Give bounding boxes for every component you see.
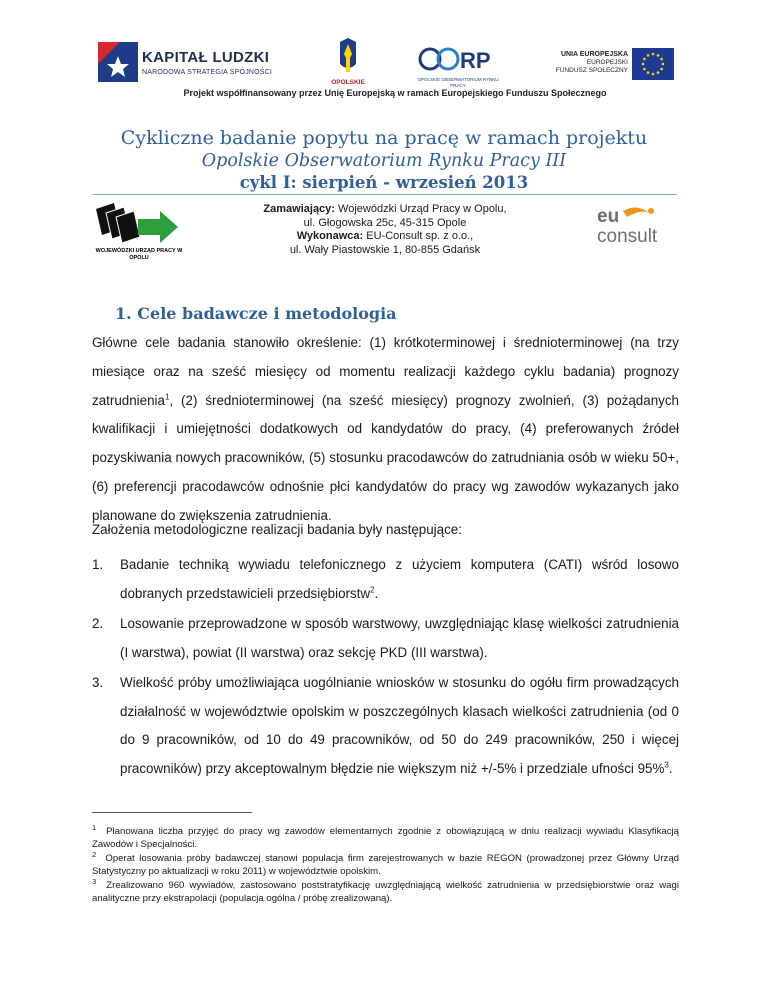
- section-heading: 1. Cele badawcze i metodologia: [115, 304, 397, 323]
- cofinancing-ribbon: Projekt współfinansowany przez Unię Europejską w ramach Europejskiego Funduszu Społecznego: [183, 88, 607, 98]
- orp-logo-icon: [418, 42, 498, 76]
- footnote-ref-1: 1: [164, 392, 170, 402]
- eu-consult-top-text: eu: [597, 206, 620, 227]
- footnote-ref-3: 3: [664, 760, 669, 770]
- intro-text-a: Główne cele badania stanowiło określenie: (1) krótkoterminowej i średnioterminowej (na trzy miesiące oraz na sześć miesięcy od momentu realizacji każdego cyklu badania) prognozy zatrudnienia: [92, 335, 679, 408]
- eu-flag-icon: [632, 48, 674, 80]
- list-item-number: 2.: [92, 616, 104, 631]
- eu-consult-logo-icon: [597, 205, 679, 245]
- ordering-address: ul. Głogowska 25c, 45-315 Opole: [303, 216, 467, 229]
- contractor-address: ul. Wały Piastowskie 1, 80-855 Gdańsk: [289, 243, 481, 256]
- eu-label-line1: UNIA EUROPEJSKA: [560, 51, 628, 58]
- footnote-number: 3: [92, 876, 97, 886]
- contractor-line: [190, 230, 580, 244]
- footnote-divider: [92, 812, 252, 813]
- intro-paragraph: [92, 329, 679, 531]
- document-cycle: cykl I: sierpień - wrzesień 2013: [239, 173, 529, 192]
- methodology-lead: Założenia metodologiczne realizacji badania były następujące:: [92, 522, 462, 537]
- list-item: [92, 610, 679, 667]
- svg-text:RP: RP: [460, 48, 491, 73]
- ordering-name: Wojewódzki Urząd Pracy w Opolu,: [338, 203, 507, 215]
- footnote: [92, 822, 679, 851]
- footnote-text: Zrealizowano 960 wywiadów, zastosowano poststratyfikację uwzględniającą wielkość zatrudnienia w przedsiębiorstwie oraz wagi analityczne przy ekstrapolacji (populacja ogólna / próbę zrealizowaną).: [92, 880, 679, 904]
- intro-text-b: , (2) średnioterminowej (na sześć miesięcy) prognozy zwolnień, (3) pożądanych kwalifikacji i umiejętności dodatkowych od kandydatów do pracy, (4) preferowanych źródeł pozyskiwania nowych pracowników, (5) stosunku pracodawców do zatrudniania osób w wieku 50+, (6) preferencji pracodawców odnośnie płci kandydatów do pracy wg zawodów wykazanych jako planowane do zwiększenia zatrudnienia.: [92, 392, 679, 523]
- list-item-text: Losowanie przeprowadzone w sposób warstwowy, uwzględniając klasę wielkości zatrudnienia (I warstwa), powiat (II warstwa) oraz sekcję PKD (III warstwa).: [120, 616, 679, 660]
- list-item-number: 3.: [92, 675, 104, 690]
- orp-subtitle: OPOLSKIE OBSERWATORIUM RYNKU PRACY: [417, 77, 499, 88]
- list-item: [92, 551, 679, 608]
- contractor-name: EU-Consult sp. z o.o.,: [366, 230, 474, 242]
- footnote-number: 1: [92, 822, 97, 832]
- opolskie-label: OPOLSKIE: [331, 79, 365, 86]
- list-item-tail: .: [668, 760, 673, 776]
- list-item-text: Badanie techniką wywiadu telefonicznego z użyciem komputera (CATI) wśród losowo dobranych przedstawicieli przedsiębiorstw: [120, 557, 679, 601]
- list-item-tail: .: [374, 585, 379, 601]
- ordering-label: Zamawiający:: [263, 203, 335, 215]
- list-item-number: 1.: [92, 557, 104, 572]
- kapital-ludzki-title: KAPITAŁ LUDZKI: [142, 49, 270, 66]
- wup-logo-label: WOJEWÓDZKI URZĄD PRACY W OPOLU: [95, 248, 183, 261]
- footnote-text: Operat losowania próby badawczej stanowi populacja firm zarejestrowanych w bazie REGON (prowadzonej przez Główny Urząd Statystyczny po aktualizacji w roku 2011) w województwie opolskim.: [92, 853, 679, 877]
- client-info: [190, 203, 580, 257]
- footnote-text: Planowana liczba przyjęć do pracy wg zawodów elementarnych zgodnie z obowiązującą w dniu realizacji wywiadu Klasyfikacją Zawodów i Specjalności.: [92, 826, 679, 850]
- document-subtitle: Opolskie Obserwatorium Rynku Pracy III: [201, 151, 567, 171]
- document-title: Cykliczne badanie popytu na pracę w ramach projektu: [120, 127, 648, 149]
- ordering-line: [190, 203, 580, 217]
- list-item-text: Wielkość próby umożliwiająca uogólnianie wniosków w stosunku do ogółu firm prowadzących działalność w województwie opolskim w poszczególnych klasach wielkości zatrudnienia (od 0 do 9 pracowników, od 10 do 49 pracowników, od 50 do 249 pracowników, 250 i więcej pracowników) przy akceptowalnym błędzie nie większym niż +/-5% i przedziale ufności 95%: [120, 675, 679, 776]
- kapital-ludzki-subtitle: NARODOWA STRATEGIA SPÓJNOŚCI: [142, 69, 273, 76]
- eu-label-line3: FUNDUSZ SPOŁECZNY: [555, 67, 628, 74]
- list-item: [92, 669, 679, 783]
- eu-label: [542, 51, 628, 75]
- wup-logo-icon: [92, 199, 182, 249]
- kapital-ludzki-logo-icon: [98, 42, 138, 82]
- title-divider: [93, 194, 677, 195]
- footnote-ref-2: 2: [370, 585, 375, 595]
- footnote-number: 2: [92, 849, 97, 859]
- eu-label-line2: EUROPEJSKI: [586, 59, 628, 66]
- footnote: [92, 876, 679, 905]
- footnote: [92, 849, 679, 878]
- contractor-label: Wykonawca:: [296, 230, 364, 242]
- eu-consult-bottom-text: consult: [597, 226, 658, 245]
